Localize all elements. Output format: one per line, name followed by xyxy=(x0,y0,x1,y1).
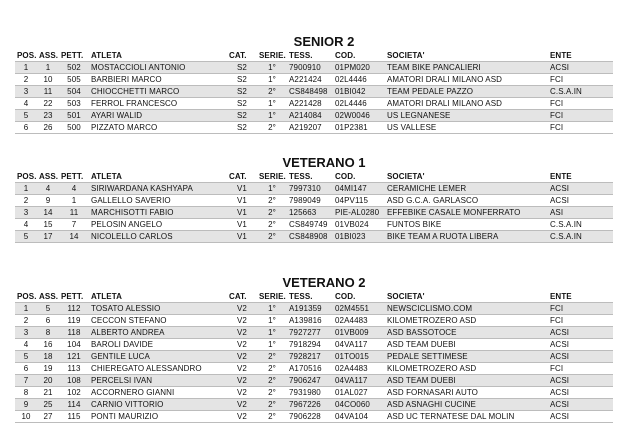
cell-ente: C.S.A.IN xyxy=(548,86,613,98)
column-header-cat: CAT. xyxy=(229,292,247,301)
cell-cod: 01TO015 xyxy=(333,351,385,363)
column-header-atleta: ATLETA xyxy=(91,292,122,301)
table-row xyxy=(15,327,613,339)
header-row xyxy=(15,50,613,62)
cell-societa: ASD TEAM DUEBI xyxy=(385,339,548,351)
cell-pett: 503 xyxy=(59,98,89,110)
cell-atleta: PERCELSI IVAN xyxy=(89,375,227,387)
table-row xyxy=(15,231,613,243)
cell-societa: BIKE TEAM A RUOTA LIBERA xyxy=(385,231,548,243)
cell-cat: S2 xyxy=(227,98,257,110)
cell-cod: PIE-AL0280 xyxy=(333,207,385,219)
cell-tess: 7906228 xyxy=(287,411,333,423)
table-row xyxy=(15,411,613,423)
cell-societa: ASD TEAM DUEBI xyxy=(385,375,548,387)
cell-ass: 5 xyxy=(37,303,59,315)
cell-societa: US VALLESE xyxy=(385,122,548,134)
cell-pos: 7 xyxy=(15,375,37,387)
table-row xyxy=(15,219,613,231)
cell-cod: 02W0046 xyxy=(333,110,385,122)
cell-pos: 3 xyxy=(15,327,37,339)
cell-pos: 2 xyxy=(15,195,37,207)
cell-atleta: CHIOCCHETTI MARCO xyxy=(89,86,227,98)
cell-pos: 6 xyxy=(15,363,37,375)
cell-atleta: PONTI MAURIZIO xyxy=(89,411,227,423)
cell-ass: 20 xyxy=(37,375,59,387)
cell-cat: V2 xyxy=(227,363,257,375)
cell-pos: 1 xyxy=(15,303,37,315)
cell-pos: 3 xyxy=(15,207,37,219)
cell-serie: 2° xyxy=(257,86,287,98)
cell-ente: FCI xyxy=(548,122,613,134)
column-header-serie: SERIE. xyxy=(259,51,286,60)
cell-ente: ACSI xyxy=(548,387,613,399)
cell-cat: V2 xyxy=(227,387,257,399)
cell-societa: NEWSCICLISMO.COM xyxy=(385,303,548,315)
cell-pett: 7 xyxy=(59,219,89,231)
cell-ente: ACSI xyxy=(548,351,613,363)
cell-tess: A170516 xyxy=(287,363,333,375)
table-row xyxy=(15,74,613,86)
cell-cat: V1 xyxy=(227,195,257,207)
cell-serie: 2° xyxy=(257,207,287,219)
cell-ente: ACSI xyxy=(548,411,613,423)
column-header-pett: PETT. xyxy=(61,292,84,301)
cell-societa: KILOMETROZERO ASD xyxy=(385,363,548,375)
section-veterano-2 xyxy=(0,275,640,423)
cell-cat: V2 xyxy=(227,411,257,423)
cell-cod: 04VA117 xyxy=(333,339,385,351)
cell-cod: 04CO060 xyxy=(333,399,385,411)
cell-pos: 1 xyxy=(15,183,37,195)
cell-tess: 7906247 xyxy=(287,375,333,387)
cell-tess: A221428 xyxy=(287,98,333,110)
column-header-societa: SOCIETA' xyxy=(387,172,425,181)
cell-tess: 7918294 xyxy=(287,339,333,351)
cell-ass: 10 xyxy=(37,74,59,86)
column-header-pos: POS. xyxy=(17,172,37,181)
column-header-pett: PETT. xyxy=(61,172,84,181)
cell-atleta: GALLELLO SAVERIO xyxy=(89,195,227,207)
cell-pett: 121 xyxy=(59,351,89,363)
results-table xyxy=(15,50,613,134)
column-header-atleta: ATLETA xyxy=(91,51,122,60)
cell-serie: 2° xyxy=(257,351,287,363)
column-header-societa: SOCIETA' xyxy=(387,292,425,301)
cell-pett: 104 xyxy=(59,339,89,351)
cell-cat: V2 xyxy=(227,303,257,315)
table-row xyxy=(15,86,613,98)
cell-serie: 1° xyxy=(257,315,287,327)
cell-cat: S2 xyxy=(227,86,257,98)
table-row xyxy=(15,315,613,327)
cell-cod: 01P2381 xyxy=(333,122,385,134)
cell-societa: AMATORI DRALI MILANO ASD xyxy=(385,98,548,110)
cell-serie: 1° xyxy=(257,74,287,86)
cell-cod: 04VA104 xyxy=(333,411,385,423)
cell-ente: ACSI xyxy=(548,195,613,207)
cell-ente: C.S.A.IN xyxy=(548,219,613,231)
cell-ass: 26 xyxy=(37,122,59,134)
column-header-cod: COD. xyxy=(335,172,356,181)
cell-atleta: MARCHISOTTI FABIO xyxy=(89,207,227,219)
cell-pett: 500 xyxy=(59,122,89,134)
column-header-ass: ASS. xyxy=(39,292,59,301)
table-row xyxy=(15,399,613,411)
cell-atleta: TOSATO ALESSIO xyxy=(89,303,227,315)
cell-cod: 02A4483 xyxy=(333,315,385,327)
section-title: SENIOR 2 xyxy=(293,34,355,49)
cell-ente: FCI xyxy=(548,303,613,315)
cell-serie: 2° xyxy=(257,375,287,387)
cell-atleta: MOSTACCIOLI ANTONIO xyxy=(89,62,227,74)
cell-pett: 118 xyxy=(59,327,89,339)
cell-ente: ACSI xyxy=(548,62,613,74)
cell-pos: 6 xyxy=(15,122,37,134)
table-row xyxy=(15,351,613,363)
cell-ass: 17 xyxy=(37,231,59,243)
cell-ente: FCI xyxy=(548,363,613,375)
cell-atleta: PIZZATO MARCO xyxy=(89,122,227,134)
cell-cat: V1 xyxy=(227,207,257,219)
cell-tess: A221424 xyxy=(287,74,333,86)
cell-societa: ASD UC TERNATESE DAL MOLIN xyxy=(385,411,548,423)
cell-societa: ASD G.C.A. GARLASCO xyxy=(385,195,548,207)
column-header-pett: PETT. xyxy=(61,51,84,60)
cell-pett: 119 xyxy=(59,315,89,327)
column-header-ass: ASS. xyxy=(39,51,59,60)
section-veterano-1 xyxy=(0,155,640,243)
section-senior-2 xyxy=(0,34,640,134)
cell-cod: 02L4446 xyxy=(333,98,385,110)
cell-cod: 01VB009 xyxy=(333,327,385,339)
cell-pos: 4 xyxy=(15,339,37,351)
cell-atleta: CECCON STEFANO xyxy=(89,315,227,327)
cell-cod: 02M4551 xyxy=(333,303,385,315)
section-title: VETERANO 1 xyxy=(282,155,366,170)
cell-atleta: NICOLELLO CARLOS xyxy=(89,231,227,243)
cell-pos: 5 xyxy=(15,110,37,122)
cell-cat: V2 xyxy=(227,399,257,411)
column-header-serie: SERIE. xyxy=(259,172,286,181)
cell-ente: ACSI xyxy=(548,183,613,195)
cell-cat: S2 xyxy=(227,122,257,134)
cell-ass: 6 xyxy=(37,315,59,327)
cell-cod: 04VA117 xyxy=(333,375,385,387)
cell-atleta: BARBIERI MARCO xyxy=(89,74,227,86)
cell-pett: 505 xyxy=(59,74,89,86)
table-row xyxy=(15,207,613,219)
cell-ass: 18 xyxy=(37,351,59,363)
cell-serie: 2° xyxy=(257,219,287,231)
cell-cat: S2 xyxy=(227,110,257,122)
cell-pett: 1 xyxy=(59,195,89,207)
cell-pos: 2 xyxy=(15,74,37,86)
column-header-cat: CAT. xyxy=(229,172,247,181)
cell-pos: 4 xyxy=(15,98,37,110)
cell-pos: 5 xyxy=(15,351,37,363)
cell-pett: 4 xyxy=(59,183,89,195)
cell-pett: 14 xyxy=(59,231,89,243)
column-header-tess: TESS. xyxy=(289,172,313,181)
table-row xyxy=(15,387,613,399)
cell-serie: 1° xyxy=(257,98,287,110)
table-row xyxy=(15,339,613,351)
cell-pett: 11 xyxy=(59,207,89,219)
cell-cod: 02L4446 xyxy=(333,74,385,86)
table-row xyxy=(15,375,613,387)
cell-atleta: GENTILE LUCA xyxy=(89,351,227,363)
cell-serie: 1° xyxy=(257,303,287,315)
cell-cod: 04MI147 xyxy=(333,183,385,195)
cell-pett: 504 xyxy=(59,86,89,98)
column-header-ente: ENTE xyxy=(550,292,572,301)
cell-serie: 2° xyxy=(257,363,287,375)
cell-cat: V2 xyxy=(227,351,257,363)
cell-atleta: PELOSIN ANGELO xyxy=(89,219,227,231)
cell-atleta: BAROLI DAVIDE xyxy=(89,339,227,351)
table-row xyxy=(15,122,613,134)
cell-cat: V2 xyxy=(227,339,257,351)
table-row xyxy=(15,195,613,207)
table-row xyxy=(15,62,613,74)
cell-cat: V2 xyxy=(227,315,257,327)
cell-cat: S2 xyxy=(227,62,257,74)
cell-tess: 7997310 xyxy=(287,183,333,195)
cell-cat: V2 xyxy=(227,327,257,339)
table-row xyxy=(15,110,613,122)
cell-cod: 01BI042 xyxy=(333,86,385,98)
cell-societa: AMATORI DRALI MILANO ASD xyxy=(385,74,548,86)
cell-pett: 113 xyxy=(59,363,89,375)
table-row xyxy=(15,183,613,195)
header-row xyxy=(15,171,613,183)
cell-serie: 2° xyxy=(257,387,287,399)
cell-societa: FUNTOS BIKE xyxy=(385,219,548,231)
table-row xyxy=(15,98,613,110)
cell-ente: ACSI xyxy=(548,327,613,339)
cell-tess: 7989049 xyxy=(287,195,333,207)
cell-ente: FCI xyxy=(548,315,613,327)
cell-societa: KILOMETROZERO ASD xyxy=(385,315,548,327)
cell-ass: 11 xyxy=(37,86,59,98)
results-table xyxy=(15,291,613,423)
cell-atleta: ACCORNERO GIANNI xyxy=(89,387,227,399)
cell-cod: 01PM020 xyxy=(333,62,385,74)
column-header-cod: COD. xyxy=(335,292,356,301)
cell-cat: V2 xyxy=(227,375,257,387)
cell-tess: 125663 xyxy=(287,207,333,219)
cell-ente: ASI xyxy=(548,207,613,219)
cell-ass: 27 xyxy=(37,411,59,423)
cell-ente: C.S.A.IN xyxy=(548,231,613,243)
cell-pos: 2 xyxy=(15,315,37,327)
column-header-ente: ENTE xyxy=(550,51,572,60)
cell-ass: 8 xyxy=(37,327,59,339)
cell-atleta: CARNIO VITTORIO xyxy=(89,399,227,411)
cell-cat: V1 xyxy=(227,183,257,195)
cell-cod: 01AL027 xyxy=(333,387,385,399)
cell-tess: 7928217 xyxy=(287,351,333,363)
cell-tess: CS848498 xyxy=(287,86,333,98)
column-header-pos: POS. xyxy=(17,292,37,301)
section-title: VETERANO 2 xyxy=(282,275,366,290)
cell-serie: 1° xyxy=(257,183,287,195)
column-header-ass: ASS. xyxy=(39,172,59,181)
cell-pett: 115 xyxy=(59,411,89,423)
cell-pett: 114 xyxy=(59,399,89,411)
cell-ass: 1 xyxy=(37,62,59,74)
table-row xyxy=(15,303,613,315)
cell-cod: 01BI023 xyxy=(333,231,385,243)
column-header-pos: POS. xyxy=(17,51,37,60)
cell-pos: 1 xyxy=(15,62,37,74)
cell-ass: 23 xyxy=(37,110,59,122)
cell-cod: 04PV115 xyxy=(333,195,385,207)
cell-ass: 25 xyxy=(37,399,59,411)
cell-pett: 102 xyxy=(59,387,89,399)
cell-ass: 16 xyxy=(37,339,59,351)
cell-ente: FCI xyxy=(548,98,613,110)
cell-cat: V1 xyxy=(227,219,257,231)
cell-tess: CS848908 xyxy=(287,231,333,243)
cell-societa: PEDALE SETTIMESE xyxy=(385,351,548,363)
cell-ass: 22 xyxy=(37,98,59,110)
cell-societa: EFFEBIKE CASALE MONFERRATO xyxy=(385,207,548,219)
cell-pos: 10 xyxy=(15,411,37,423)
cell-atleta: SIRIWARDANA KASHYAPA xyxy=(89,183,227,195)
cell-cat: S2 xyxy=(227,74,257,86)
cell-atleta: CHIEREGATO ALESSANDRO xyxy=(89,363,227,375)
table-row xyxy=(15,363,613,375)
cell-tess: A139816 xyxy=(287,315,333,327)
cell-tess: 7967226 xyxy=(287,399,333,411)
cell-societa: ASD FORNASARI AUTO xyxy=(385,387,548,399)
cell-tess: 7927277 xyxy=(287,327,333,339)
cell-societa: TEAM PEDALE PAZZO xyxy=(385,86,548,98)
cell-pett: 112 xyxy=(59,303,89,315)
cell-serie: 1° xyxy=(257,62,287,74)
cell-tess: 7900910 xyxy=(287,62,333,74)
cell-serie: 1° xyxy=(257,110,287,122)
cell-atleta: AYARI WALID xyxy=(89,110,227,122)
cell-cod: 02A4483 xyxy=(333,363,385,375)
cell-tess: A219207 xyxy=(287,122,333,134)
cell-serie: 2° xyxy=(257,399,287,411)
column-header-societa: SOCIETA' xyxy=(387,51,425,60)
cell-tess: 7931980 xyxy=(287,387,333,399)
cell-cod: 01VB024 xyxy=(333,219,385,231)
column-header-tess: TESS. xyxy=(289,292,313,301)
column-header-atleta: ATLETA xyxy=(91,172,122,181)
column-header-cod: COD. xyxy=(335,51,356,60)
cell-cat: V1 xyxy=(227,231,257,243)
cell-pos: 8 xyxy=(15,387,37,399)
header-row xyxy=(15,291,613,303)
cell-atleta: ALBERTO ANDREA xyxy=(89,327,227,339)
column-header-serie: SERIE. xyxy=(259,292,286,301)
results-table xyxy=(15,171,613,243)
cell-pett: 501 xyxy=(59,110,89,122)
column-header-cat: CAT. xyxy=(229,51,247,60)
cell-ente: ACSI xyxy=(548,399,613,411)
cell-tess: CS849749 xyxy=(287,219,333,231)
cell-pett: 108 xyxy=(59,375,89,387)
cell-societa: ASD ASNAGHI CUCINE xyxy=(385,399,548,411)
cell-ass: 15 xyxy=(37,219,59,231)
cell-ass: 14 xyxy=(37,207,59,219)
cell-serie: 2° xyxy=(257,122,287,134)
cell-serie: 2° xyxy=(257,411,287,423)
cell-serie: 2° xyxy=(257,195,287,207)
cell-pos: 5 xyxy=(15,231,37,243)
column-header-ente: ENTE xyxy=(550,172,572,181)
cell-societa: TEAM BIKE PANCALIERI xyxy=(385,62,548,74)
cell-ass: 9 xyxy=(37,195,59,207)
cell-pett: 502 xyxy=(59,62,89,74)
cell-atleta: FERROL FRANCESCO xyxy=(89,98,227,110)
cell-serie: 1° xyxy=(257,339,287,351)
cell-pos: 3 xyxy=(15,86,37,98)
cell-ente: FCI xyxy=(548,74,613,86)
cell-pos: 4 xyxy=(15,219,37,231)
cell-ass: 19 xyxy=(37,363,59,375)
cell-ente: FCI xyxy=(548,110,613,122)
cell-pos: 9 xyxy=(15,399,37,411)
cell-serie: 2° xyxy=(257,231,287,243)
cell-ente: ACSI xyxy=(548,339,613,351)
cell-tess: A214084 xyxy=(287,110,333,122)
cell-societa: US LEGNANESE xyxy=(385,110,548,122)
cell-ass: 4 xyxy=(37,183,59,195)
cell-ass: 21 xyxy=(37,387,59,399)
cell-societa: CERAMICHE LEMER xyxy=(385,183,548,195)
cell-tess: A191359 xyxy=(287,303,333,315)
cell-serie: 1° xyxy=(257,327,287,339)
cell-ente: ACSI xyxy=(548,375,613,387)
cell-societa: ASD BASSOTOCE xyxy=(385,327,548,339)
column-header-tess: TESS. xyxy=(289,51,313,60)
